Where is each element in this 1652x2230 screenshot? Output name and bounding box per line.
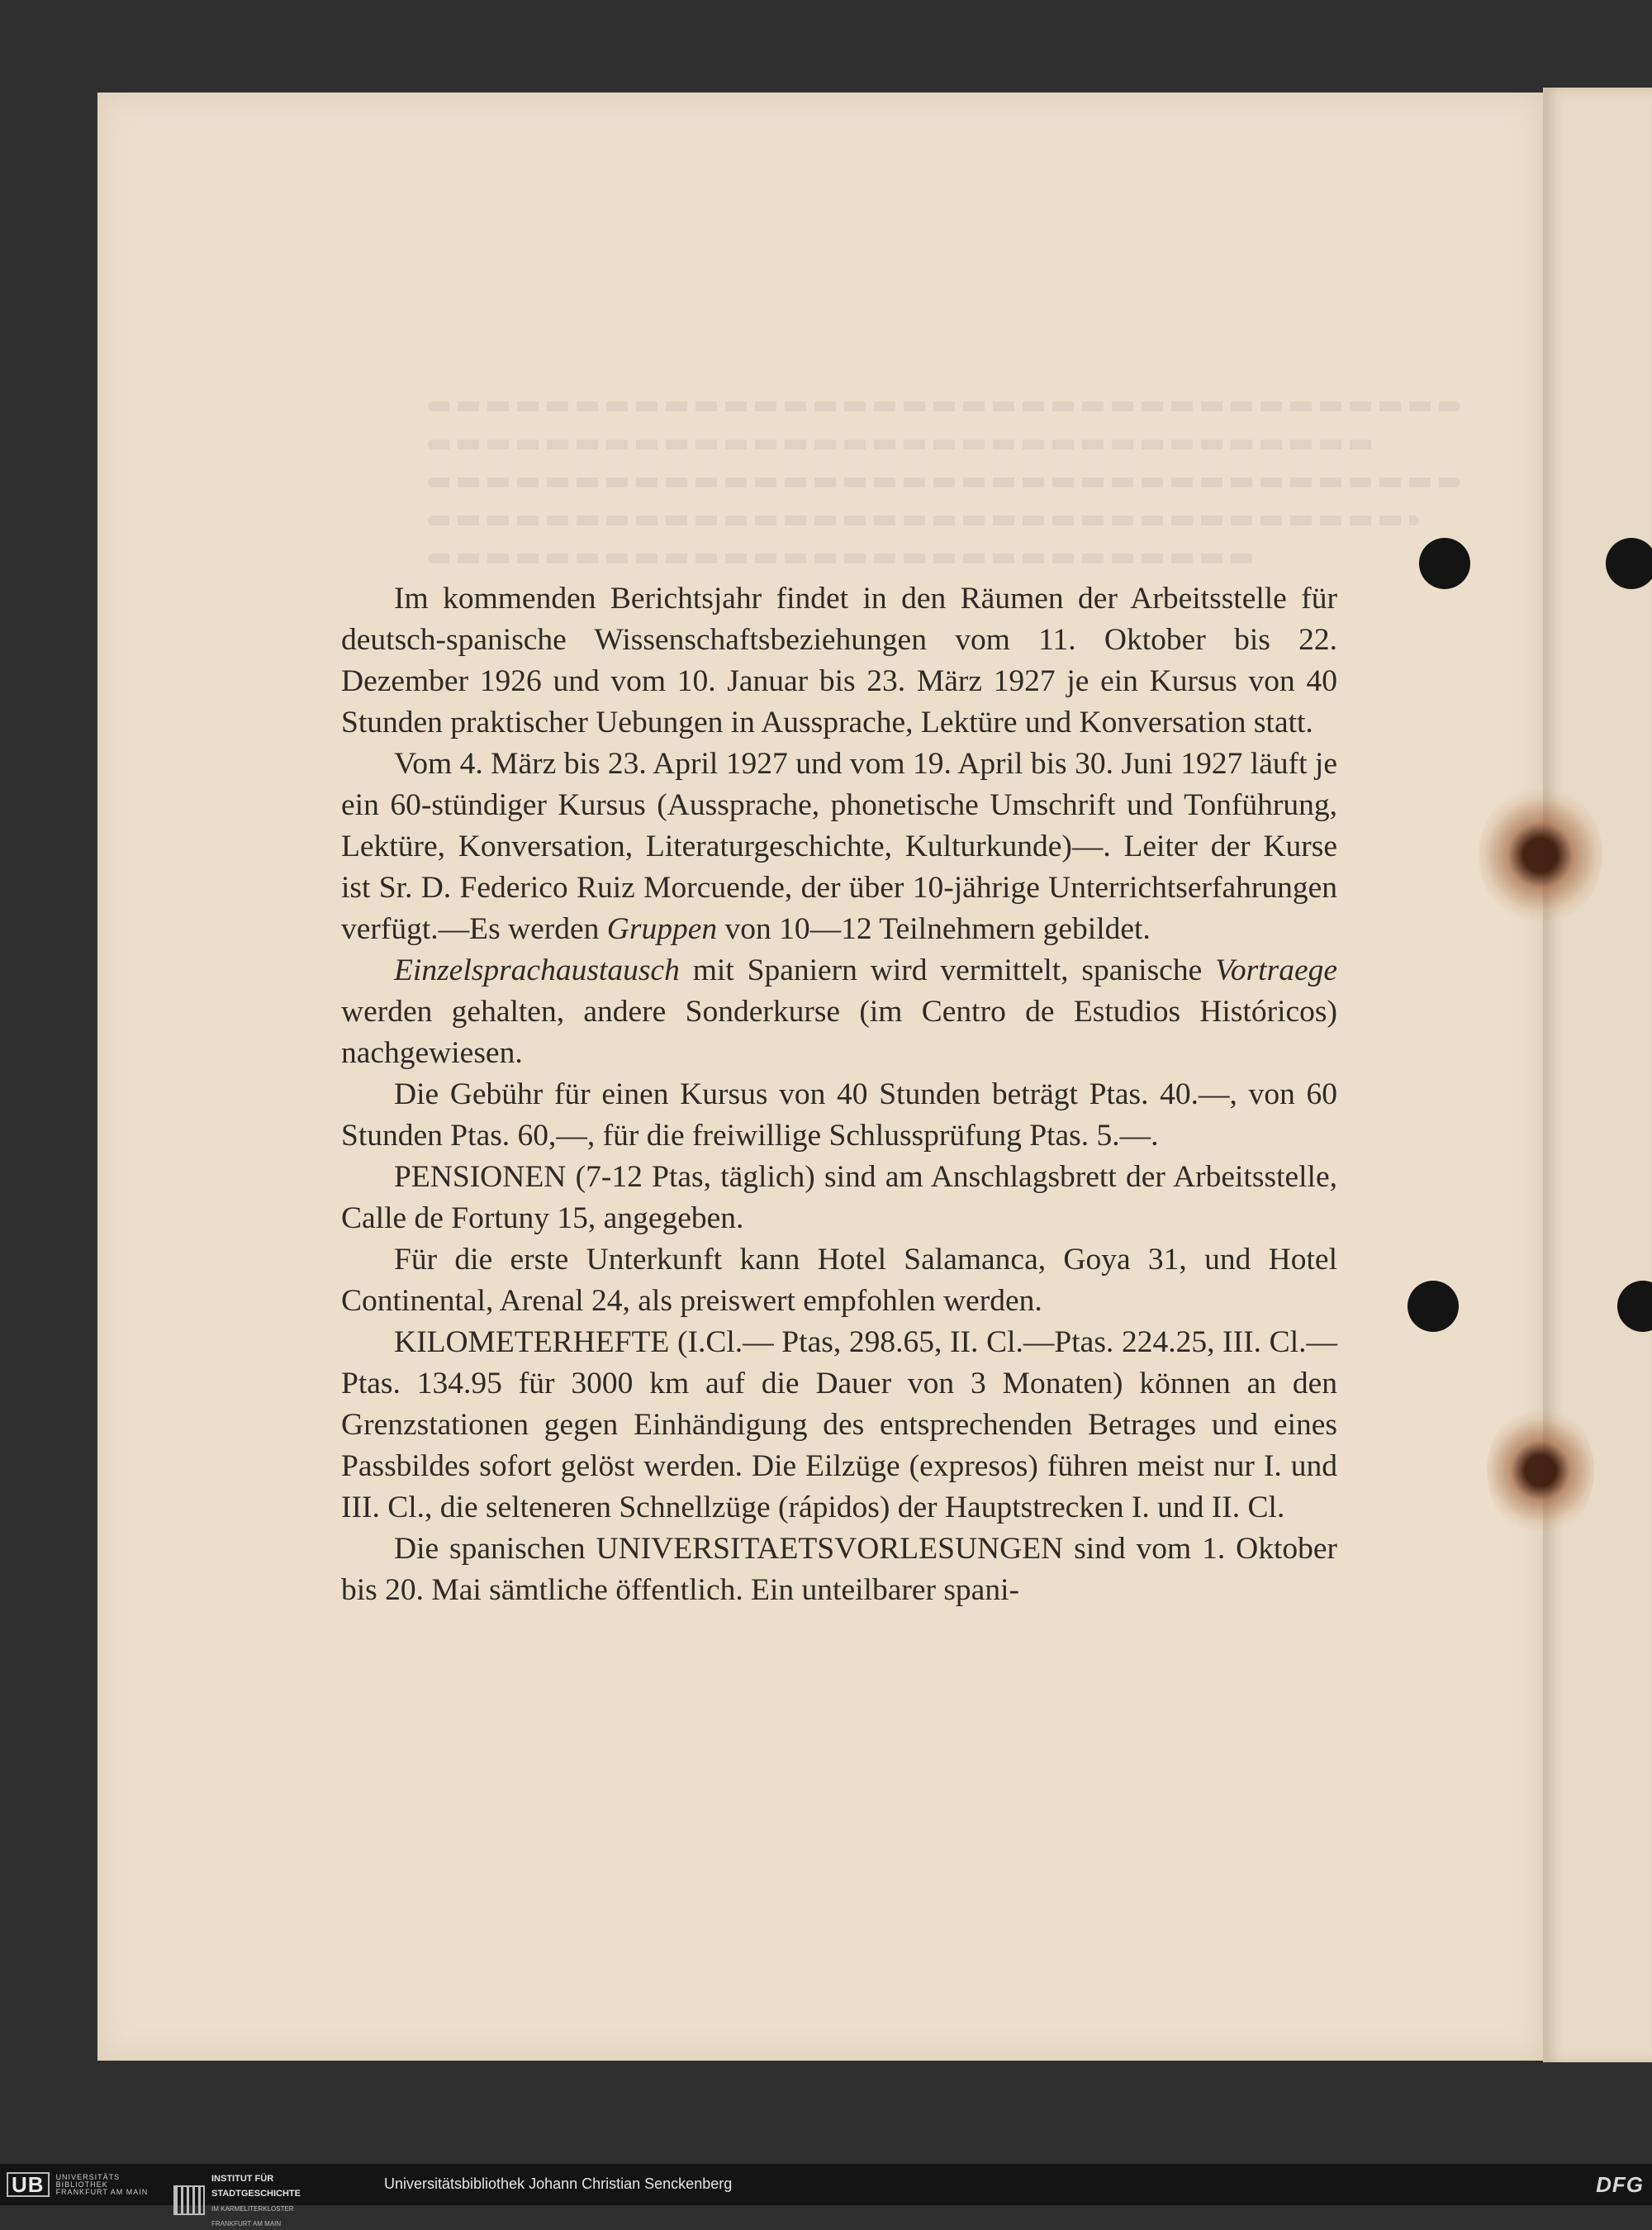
paragraph (341, 578, 1337, 744)
text-run: Für die erste Unterkunft kann Hotel Salamanca, Goya 31, und Hotel Continental, Arenal 24, als preiswert empfohlen werden. (341, 1243, 1337, 1318)
paragraph (341, 744, 1337, 950)
paragraph (341, 1239, 1337, 1322)
paragraph (341, 1157, 1337, 1239)
text-run: mit Spaniern wird vermittelt, spanische (679, 953, 1216, 987)
text-run: PENSIONEN (7-12 Ptas, täglich) sind am Anschlagsbrett der Arbeitsstelle, Calle de Fortuny 15, angegeben. (341, 1160, 1337, 1235)
adjacent-page-edge (1543, 88, 1652, 2062)
body-text (341, 578, 1337, 1611)
punch-hole (1419, 538, 1470, 589)
text-run: Im kommenden Berichtsjahr findet in den Räumen der Arbeitsstelle für deutsch-spanische Wissenschaftsbeziehungen vom 11. Oktober bis 22. Dezember 1926 und vom 10. Januar bis 23. März 1927 je ein Kursus von 40 Stunden praktischer Uebungen in Aussprache, Lektüre und Konversation statt. (341, 582, 1337, 739)
text-run: werden gehalten, andere Sonderkurse (im Centro de Estudios Históricos) nachgewiesen. (341, 995, 1337, 1070)
ifs-logo-mark (173, 2185, 205, 2215)
paragraph (341, 950, 1337, 1074)
ub-logo-mark: UB (7, 2172, 50, 2197)
italic-run: Gruppen (606, 912, 718, 946)
paragraph (341, 1322, 1337, 1529)
ub-logo[interactable] (7, 2172, 148, 2197)
text-run: Vom 4. März bis 23. April 1927 und vom 19. April bis 30. Juni 1927 läuft je ein 60-stündiger Kursus (Aussprache, phonetische Umschrift und Tonführung, Lektüre, Konversation, Literaturgeschichte, Kulturkunde)—. Leiter der Kurse ist Sr. D. Federico Ruiz Morcuende, der über 10-jährige Unterrichtserfahrungen verfügt.—Es werden (341, 747, 1337, 946)
punch-hole (1408, 1281, 1459, 1332)
library-name: Universitätsbibliothek Johann Christian Senckenberg (384, 2175, 733, 2192)
punch-hole (1606, 538, 1652, 589)
dfg-logo[interactable]: DFG (1596, 2172, 1644, 2197)
text-run: KILOMETERHEFTE (I.Cl.— Ptas, 298.65, II. Cl.—Ptas. 224.25, III. Cl.—Ptas. 134.95 für 3000 km auf die Dauer von 3 Monaten) können an den Grenzstationen gegen Einhändigung des entsprechenden Betrages und eines Passbildes sofort gelöst werden. Die Eilzüge (expresos) führen meist nur I. und III. Cl., die selteneren Schnellzüge (rápidos) der Hauptstrecken I. und II. Cl. (341, 1325, 1337, 1524)
burn-mark (1487, 1405, 1594, 1537)
footer-bar (0, 2164, 1652, 2228)
text-run: von 10—12 Teilnehmern gebildet. (717, 912, 1151, 946)
burn-mark (1479, 785, 1602, 925)
paragraph (341, 1529, 1337, 1611)
italic-run: Einzelsprachaustausch (394, 953, 680, 987)
paragraph (341, 1074, 1337, 1157)
text-run: Die spanischen UNIVERSITAETSVORLESUNGEN sind vom 1. Oktober bis 20. Mai sämtliche öffentlich. Ein unteilbarer spani- (341, 1532, 1337, 1607)
ub-logo-text: UNIVERSITÄTS BIBLIOTHEK FRANKFURT AM MAIN (55, 2172, 149, 2196)
text-run: Die Gebühr für einen Kursus von 40 Stunden beträgt Ptas. 40.—, von 60 Stunden Ptas. 60,—, für die freiwillige Schlussprüfung Ptas. 5.—. (341, 1077, 1337, 1153)
ifs-logo[interactable] (173, 2171, 301, 2230)
italic-run: Vortraege (1215, 953, 1337, 987)
ifs-logo-text: INSTITUT FÜR STADTGESCHICHTE IM KARMELITERKLOSTER FRANKFURT AM MAIN (211, 2174, 301, 2228)
